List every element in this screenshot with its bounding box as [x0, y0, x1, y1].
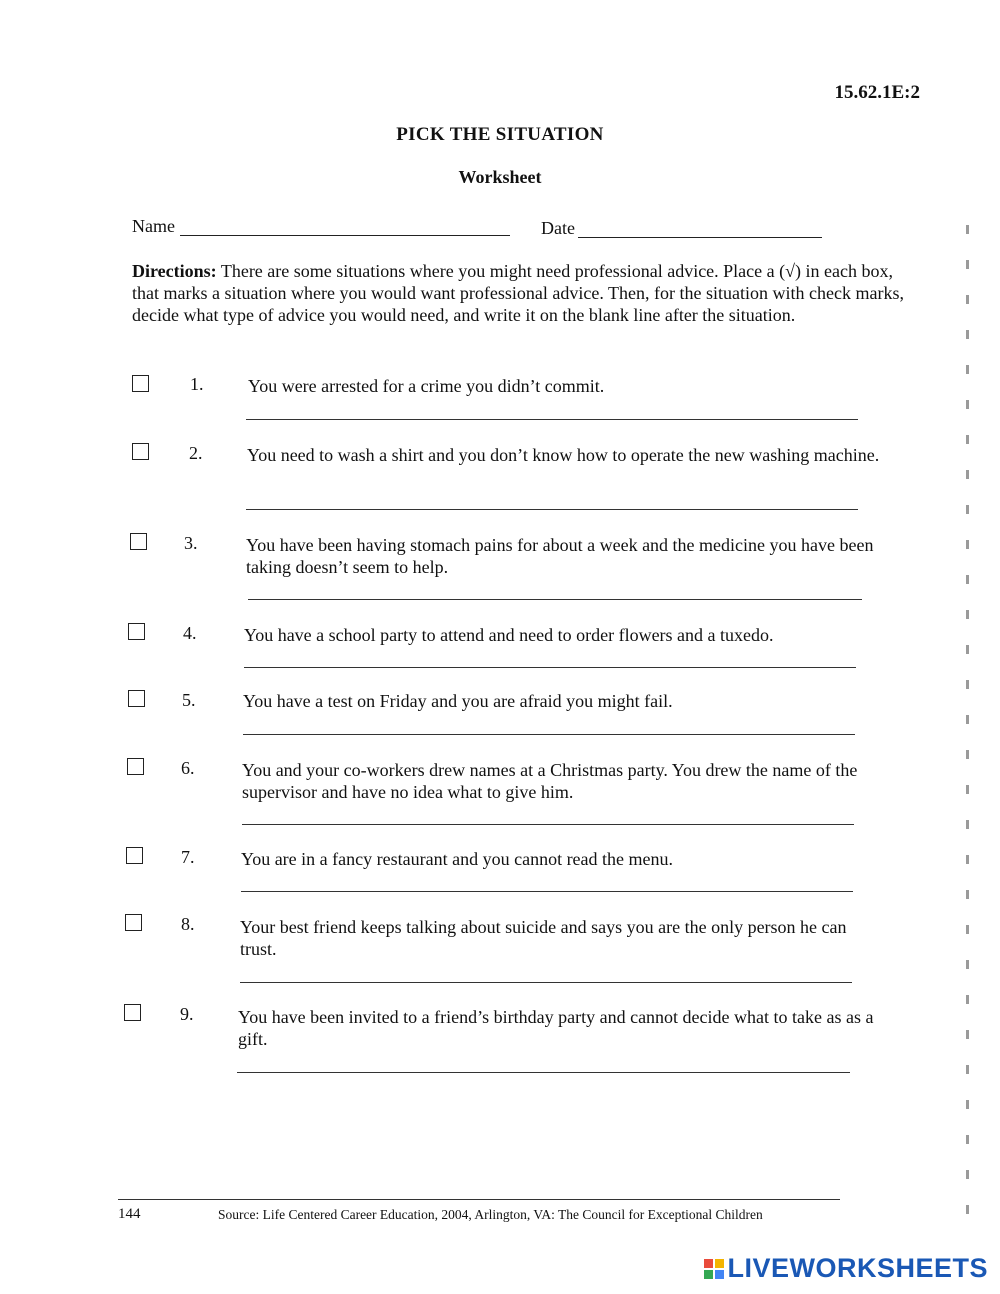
situation-checkbox[interactable]: [128, 623, 145, 640]
answer-line[interactable]: [246, 509, 858, 510]
date-field[interactable]: [578, 236, 822, 238]
brand-grid-icon: [704, 1259, 724, 1279]
name-field[interactable]: [180, 234, 510, 236]
situation-text: You have a test on Friday and you are afraid you might fail.: [243, 691, 673, 711]
situation-text: You are in a fancy restaurant and you cannot read the menu.: [241, 849, 674, 869]
situation-checkbox[interactable]: [130, 533, 147, 550]
source-citation: Source: Life Centered Career Education, 2004, Arlington, VA: The Council for Exceptional Children: [218, 1207, 763, 1222]
situation-text: You were arrested for a crime you didn’t commit.: [248, 376, 605, 396]
situation-text: You have been invited to a friend’s birthday party and cannot decide what to take as as a gift.: [238, 1007, 874, 1049]
answer-line[interactable]: [243, 734, 855, 735]
page-number: 144: [118, 1206, 141, 1222]
situation-checkbox[interactable]: [126, 847, 143, 864]
situation-checkbox[interactable]: [124, 1004, 141, 1021]
answer-line[interactable]: [240, 982, 852, 983]
situation-number: 8.: [181, 914, 195, 934]
footer-divider: [118, 1199, 840, 1200]
directions: [132, 260, 907, 326]
situation-number: 9.: [180, 1004, 194, 1024]
directions-text: There are some situations where you might need professional advice. Place a (√) in each box, that marks a situation where you would want professional advice. Then, for the situation with check marks, decide what type of advice you would need, and write it on the blank line after the situation.: [132, 261, 904, 325]
answer-line[interactable]: [248, 599, 862, 600]
situation-checkbox[interactable]: [132, 375, 149, 392]
situation-text: Your best friend keeps talking about suicide and says you are the only person he can trust.: [240, 917, 847, 959]
situation-text: You and your co-workers drew names at a Christmas party. You drew the name of the supervisor and have no idea what to give him.: [242, 760, 858, 802]
situation-text: You have been having stomach pains for about a week and the medicine you have been taking doesn’t seem to help.: [246, 535, 874, 577]
situation-checkbox[interactable]: [128, 690, 145, 707]
situation-number: 7.: [181, 847, 195, 867]
situation-checkbox[interactable]: [132, 443, 149, 460]
directions-label: Directions:: [132, 261, 217, 281]
date-label: Date: [541, 218, 575, 238]
page-subtitle: Worksheet: [458, 167, 542, 187]
liveworksheets-logo: [704, 1253, 988, 1284]
situation-number: 2.: [189, 443, 203, 463]
page-title: PICK THE SITUATION: [396, 124, 604, 145]
scan-edge-marks: [962, 225, 972, 1255]
situation-text: You need to wash a shirt and you don’t know how to operate the new washing machine.: [247, 445, 880, 465]
answer-line[interactable]: [237, 1072, 850, 1073]
situation-number: 3.: [184, 533, 198, 553]
answer-line[interactable]: [246, 419, 858, 420]
document-code: 15.62.1E:2: [834, 82, 920, 103]
situation-number: 4.: [183, 623, 197, 643]
brand-name: LIVEWORKSHEETS: [727, 1253, 988, 1283]
situation-number: 6.: [181, 758, 195, 778]
answer-line[interactable]: [241, 891, 853, 892]
answer-line[interactable]: [244, 667, 856, 668]
situation-number: 5.: [182, 690, 196, 710]
situation-checkbox[interactable]: [127, 758, 144, 775]
situation-number: 1.: [190, 374, 204, 394]
name-label: Name: [132, 216, 175, 236]
situation-text: You have a school party to attend and need to order flowers and a tuxedo.: [244, 625, 774, 645]
answer-line[interactable]: [242, 824, 854, 825]
situation-checkbox[interactable]: [125, 914, 142, 931]
